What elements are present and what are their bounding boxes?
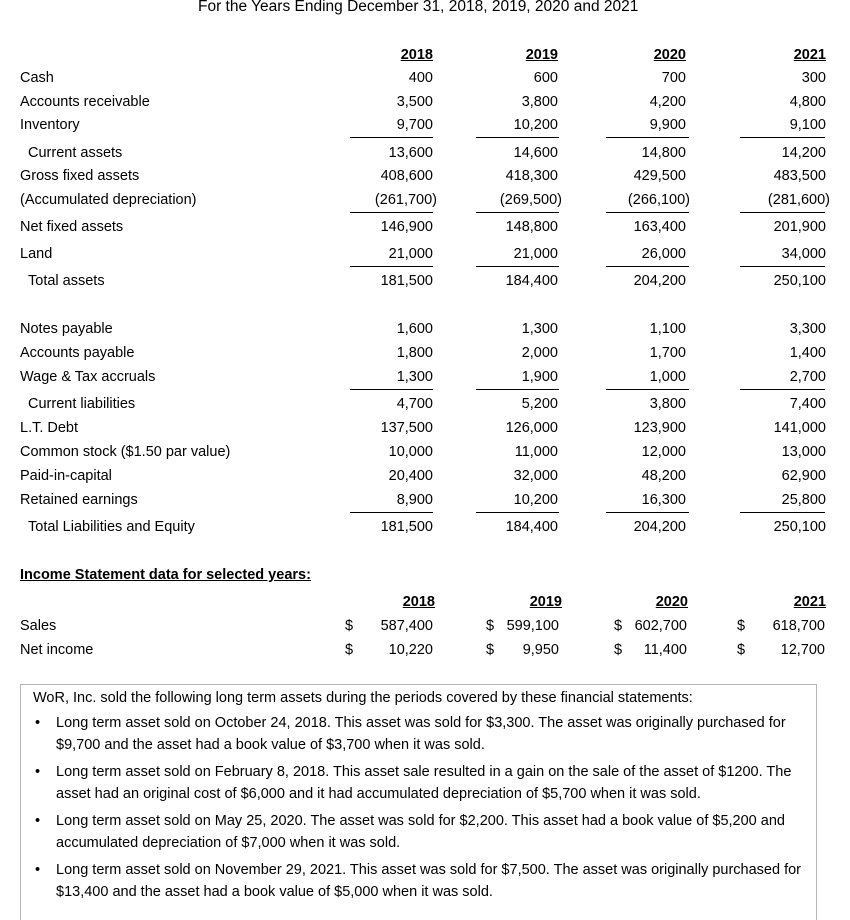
sales-2020 — [614, 618, 687, 638]
currency-symbol: $ — [737, 618, 746, 634]
row-label-current-assets: Current assets — [28, 145, 123, 161]
year-heading-2018: 2018 — [400, 47, 433, 63]
cell: 62,900 — [781, 468, 826, 484]
cell: 123,900 — [633, 420, 686, 436]
cell: 163,400 — [633, 219, 686, 235]
list-item — [35, 860, 805, 903]
cell: 12,000 — [641, 444, 686, 460]
cell: 10,220 — [388, 642, 433, 658]
cell: 7,400 — [789, 396, 826, 412]
subtotal-rule — [740, 212, 825, 213]
bullet: • — [35, 715, 41, 731]
row-label-paid-in-capital: Paid-in-capital — [20, 468, 112, 484]
income-year-heading-2019: 2019 — [529, 594, 562, 610]
list-item — [35, 713, 805, 756]
cell: 3,800 — [649, 396, 686, 412]
row-label-wage-tax-accruals: Wage & Tax accruals — [20, 369, 156, 385]
cell: 11,400 — [643, 642, 687, 658]
cell: 141,000 — [773, 420, 826, 436]
row-label-net-income: Net income — [20, 642, 94, 658]
subtotal-rule — [606, 512, 689, 513]
row-label-accounts-payable: Accounts payable — [20, 345, 135, 361]
cell: 204,200 — [633, 273, 686, 289]
income-year-heading-2021: 2021 — [793, 594, 826, 610]
income-statement-title: Income Statement data for selected years: — [20, 567, 311, 583]
row-label-common-stock: Common stock ($1.50 par value) — [20, 444, 231, 460]
cell: 11,000 — [514, 444, 558, 460]
subtotal-rule — [350, 212, 433, 213]
notes-list — [35, 713, 805, 909]
cell: 14,600 — [513, 145, 558, 161]
cell: 300 — [801, 70, 826, 86]
cell: 250,100 — [773, 273, 826, 289]
subtotal-rule — [740, 137, 825, 138]
year-heading-2019: 2019 — [525, 47, 558, 63]
cell: 1,600 — [396, 321, 433, 337]
sales-2018 — [345, 618, 433, 638]
list-item — [35, 762, 805, 805]
cell: (281,600) — [767, 192, 830, 208]
row-label-accounts-receivable: Accounts receivable — [20, 94, 150, 110]
cell: 181,500 — [380, 273, 433, 289]
cell: 1,800 — [396, 345, 433, 361]
cell: 1,300 — [521, 321, 558, 337]
subtotal-rule — [350, 512, 433, 513]
list-item — [35, 811, 805, 854]
cell: 10,200 — [513, 117, 558, 133]
row-label-accumulated-depreciation: (Accumulated depreciation) — [20, 192, 197, 208]
year-heading-2020: 2020 — [653, 47, 686, 63]
cell: 26,000 — [641, 246, 686, 262]
year-heading-2021: 2021 — [793, 47, 826, 63]
subtotal-rule — [740, 266, 825, 267]
cell: (269,500) — [499, 192, 562, 208]
cell: 418,300 — [505, 168, 558, 184]
cell: 2,700 — [789, 369, 826, 385]
bullet: • — [35, 764, 41, 780]
bullet: • — [35, 813, 41, 829]
cell: 21,000 — [513, 246, 558, 262]
cell: 4,200 — [649, 94, 686, 110]
subtotal-rule — [350, 389, 433, 390]
row-label-land: Land — [20, 246, 53, 262]
cell: 9,900 — [649, 117, 686, 133]
cell: 5,200 — [521, 396, 558, 412]
cell: 8,900 — [396, 492, 433, 508]
subtotal-rule — [476, 512, 559, 513]
cell: 21,000 — [388, 246, 433, 262]
subtotal-rule — [476, 389, 559, 390]
cell: 181,500 — [380, 519, 433, 535]
statement-period-title: For the Years Ending December 31, 2018, 2019, 2020 and 2021 — [198, 0, 639, 15]
subtotal-rule — [740, 389, 825, 390]
note-text: Long term asset sold on November 29, 2021. This asset was sold for $7,500. The asset was originally purchased for $13,400 and the asset had a book value of $5,000 when it was sold. — [56, 862, 802, 900]
row-label-retained-earnings: Retained earnings — [20, 492, 138, 508]
row-label-notes-payable: Notes payable — [20, 321, 113, 337]
cell: 587,400 — [380, 618, 433, 634]
currency-symbol: $ — [345, 642, 354, 658]
cell: 3,500 — [396, 94, 433, 110]
subtotal-rule — [476, 212, 559, 213]
row-label-sales: Sales — [20, 618, 57, 634]
cell: 4,700 — [396, 396, 433, 412]
cell: 618,700 — [772, 618, 825, 634]
cell: 10,000 — [388, 444, 433, 460]
cell: 14,200 — [781, 145, 826, 161]
cell: 1,100 — [649, 321, 686, 337]
cell: 48,200 — [641, 468, 686, 484]
cell: 600 — [533, 70, 558, 86]
bullet: • — [35, 862, 41, 878]
cell: 250,100 — [773, 519, 826, 535]
subtotal-rule — [476, 137, 559, 138]
cell: 3,800 — [521, 94, 558, 110]
net-income-2021 — [737, 642, 825, 662]
cell: 32,000 — [513, 468, 558, 484]
net-income-2018 — [345, 642, 433, 662]
cell: 184,400 — [505, 273, 558, 289]
cell: 599,100 — [506, 618, 559, 634]
cell: 483,500 — [773, 168, 826, 184]
cell: 204,200 — [633, 519, 686, 535]
cell: (261,700) — [374, 192, 437, 208]
currency-symbol: $ — [614, 618, 623, 634]
subtotal-rule — [476, 266, 559, 267]
net-income-2020 — [614, 642, 687, 662]
cell: 9,950 — [522, 642, 559, 658]
cell: 1,900 — [521, 369, 558, 385]
currency-symbol: $ — [614, 642, 623, 658]
cell: 126,000 — [505, 420, 558, 436]
row-label-inventory: Inventory — [20, 117, 80, 133]
row-label-cash: Cash — [20, 70, 54, 86]
cell: 408,600 — [380, 168, 433, 184]
currency-symbol: $ — [737, 642, 746, 658]
cell: 700 — [661, 70, 686, 86]
cell: 16,300 — [641, 492, 686, 508]
cell: 25,800 — [781, 492, 826, 508]
net-income-2019 — [486, 642, 559, 662]
subtotal-rule — [740, 512, 825, 513]
row-label-current-liabilities: Current liabilities — [28, 396, 136, 412]
cell: 12,700 — [780, 642, 825, 658]
cell: 201,900 — [773, 219, 826, 235]
cell: 1,000 — [649, 369, 686, 385]
cell: 4,800 — [789, 94, 826, 110]
note-text: Long term asset sold on October 24, 2018. This asset was sold for $3,300. The asset was originally purchased for $9,700 and the asset had a book value of $3,700 when it was sold. — [56, 715, 786, 753]
cell: 1,700 — [649, 345, 686, 361]
cell: 137,500 — [380, 420, 433, 436]
cell: 400 — [408, 70, 433, 86]
row-label-total-liabilities-equity: Total Liabilities and Equity — [28, 519, 195, 535]
sales-2021 — [737, 618, 825, 638]
cell: 602,700 — [634, 618, 687, 634]
subtotal-rule — [606, 212, 689, 213]
cell: 146,900 — [380, 219, 433, 235]
row-label-net-fixed-assets: Net fixed assets — [20, 219, 124, 235]
note-text: Long term asset sold on February 8, 2018. This asset sale resulted in a gain on the sale of the asset of $1200. The asset had an original cost of $6,000 and it had accumulated depreciation of $5,700 when it was sold. — [56, 764, 792, 802]
asset-sales-notes-box — [20, 684, 817, 920]
cell: 184,400 — [505, 519, 558, 535]
cell: 9,700 — [396, 117, 433, 133]
notes-intro: WoR, Inc. sold the following long term assets during the periods covered by these financial statements: — [33, 690, 693, 706]
subtotal-rule — [606, 137, 689, 138]
subtotal-rule — [350, 266, 433, 267]
sales-2019 — [486, 618, 559, 638]
cell: 2,000 — [521, 345, 558, 361]
cell: 13,000 — [781, 444, 826, 460]
income-year-heading-2018: 2018 — [402, 594, 435, 610]
cell: (266,100) — [627, 192, 690, 208]
cell: 1,300 — [396, 369, 433, 385]
row-label-gross-fixed-assets: Gross fixed assets — [20, 168, 140, 184]
cell: 14,800 — [641, 145, 686, 161]
cell: 148,800 — [505, 219, 558, 235]
cell: 20,400 — [388, 468, 433, 484]
cell: 34,000 — [781, 246, 826, 262]
row-label-total-assets: Total assets — [28, 273, 105, 289]
subtotal-rule — [606, 389, 689, 390]
subtotal-rule — [606, 266, 689, 267]
cell: 10,200 — [513, 492, 558, 508]
subtotal-rule — [350, 137, 433, 138]
cell: 9,100 — [789, 117, 826, 133]
cell: 429,500 — [633, 168, 686, 184]
currency-symbol: $ — [345, 618, 354, 634]
cell: 1,400 — [789, 345, 826, 361]
row-label-lt-debt: L.T. Debt — [20, 420, 79, 436]
income-year-heading-2020: 2020 — [655, 594, 688, 610]
cell: 13,600 — [388, 145, 433, 161]
note-text: Long term asset sold on May 25, 2020. The asset was sold for $2,200. This asset had a book value of $5,200 and accumulated depreciation of $7,000 when it was sold. — [56, 813, 785, 851]
cell: 3,300 — [789, 321, 826, 337]
currency-symbol: $ — [486, 642, 495, 658]
currency-symbol: $ — [486, 618, 495, 634]
